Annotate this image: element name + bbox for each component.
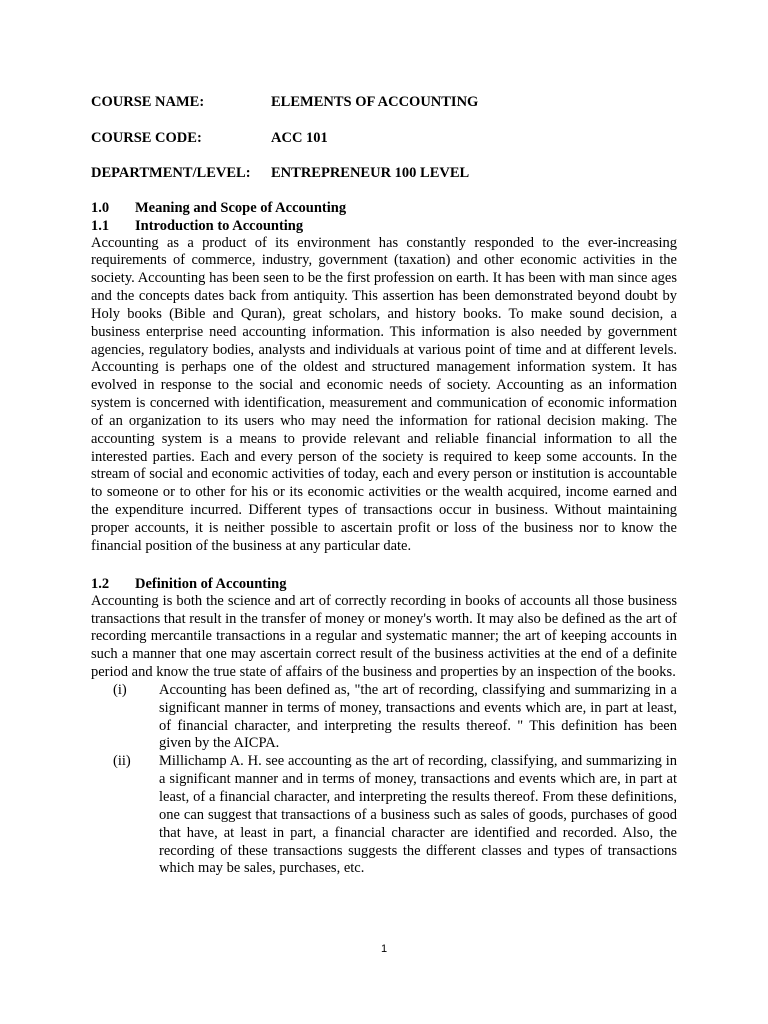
section-number: 1.1 [91,217,110,234]
page-number: 1 [380,943,388,955]
course-name-row [91,92,677,112]
list-marker: (i) [113,681,127,698]
list-item [91,682,677,753]
definition-paragraph: Accounting is both the science and art of correctly recording in books of accounts all those business transactions that result in the transfer of money or money's worth. It may also be defined as the art of recording mercantile transactions in a regular and systematic manner; the art of keeping accounts in such a manner that one may ascertain correct result of the business activities at the end of a definite period and know the true state of affairs of the business and properties by an inspection of the books. [91,592,677,681]
department-label: DEPARTMENT/LEVEL: [91,165,251,181]
document-page [91,92,677,878]
course-code-row [91,128,677,148]
section-title: Meaning and Scope of Accounting [135,199,347,216]
course-name-label: COURSE NAME: [91,94,205,110]
list-item-text: Millichamp A. H. see accounting as the art of recording, classifying, and summarizing in a significant manner and in terms of money, transactions and events which are, in part at least, of a financial character, and interpreting the results thereof. From these definitions, one can suggest that transactions of a business such as sales of goods, purchases of good that have, at least in part, a financial character are identified and recorded. Also, the recording of these transactions suggests the different classes and types of transactions which may be sales, purchases, etc. [159,753,677,877]
section-heading-1-1 [91,217,677,235]
list-item-text: Accounting has been defined as, "the art of recording, classifying and summarizing in a significant manner in terms of money, transactions and events which are, in part at least, of financial character, and interpreting the results thereof. " This definition has been given by the AICPA. [159,681,677,752]
course-code-value: ACC 101 [271,129,328,146]
section-heading-1-2 [91,575,677,593]
section-number: 1.0 [91,199,110,216]
department-value: ENTREPRENEUR 100 LEVEL [271,165,470,181]
course-name-value: ELEMENTS OF ACCOUNTING [271,94,479,110]
section-title: Introduction to Accounting [135,217,304,234]
course-code-label: COURSE CODE: [91,129,202,146]
section-title: Definition of Accounting [135,575,287,592]
list-item [91,753,677,878]
section-number: 1.2 [91,575,110,592]
definition-list [91,682,677,878]
list-marker: (ii) [113,753,131,770]
department-row [91,163,677,183]
section-heading-1-0 [91,199,677,217]
intro-paragraph: Accounting as a product of its environment has constantly responded to the ever-increasing requirements of commerce, industry, government (taxation) and other economic activities in the society. Accounting has been seen to be the first profession on earth. It has been with man since ages and the concepts dates back from antiquity. This assertion has been demonstrated beyond doubt by Holy books (Bible and Quran), great scholars, and history books. To make sound decision, a business enterprise need accounting information. This information is also needed by government agencies, regulatory bodies, analysts and individuals at various point of time and at different levels. Accounting is perhaps one of the oldest and structured management information system. It has evolved in response to the social and economic needs of society. Accounting as an information system is concerned with identification, measurement and communication of economic information of an organization to its users who may need the information for rational decision making. The accounting system is a means to provide relevant and reliable financial information to all the interested parties. Each and every person of the society is required to keep some accounts. In the stream of social and economic activities of today, each and every person or institution is accountable to someone or to other for his or its economic activities or the wealth acquired, income earned and the expenditure incurred. Different types of transactions occur in business. Without maintaining proper accounts, it is neither possible to ascertain profit or loss of the business nor to know the financial position of the business at any particular date. [91,234,677,554]
